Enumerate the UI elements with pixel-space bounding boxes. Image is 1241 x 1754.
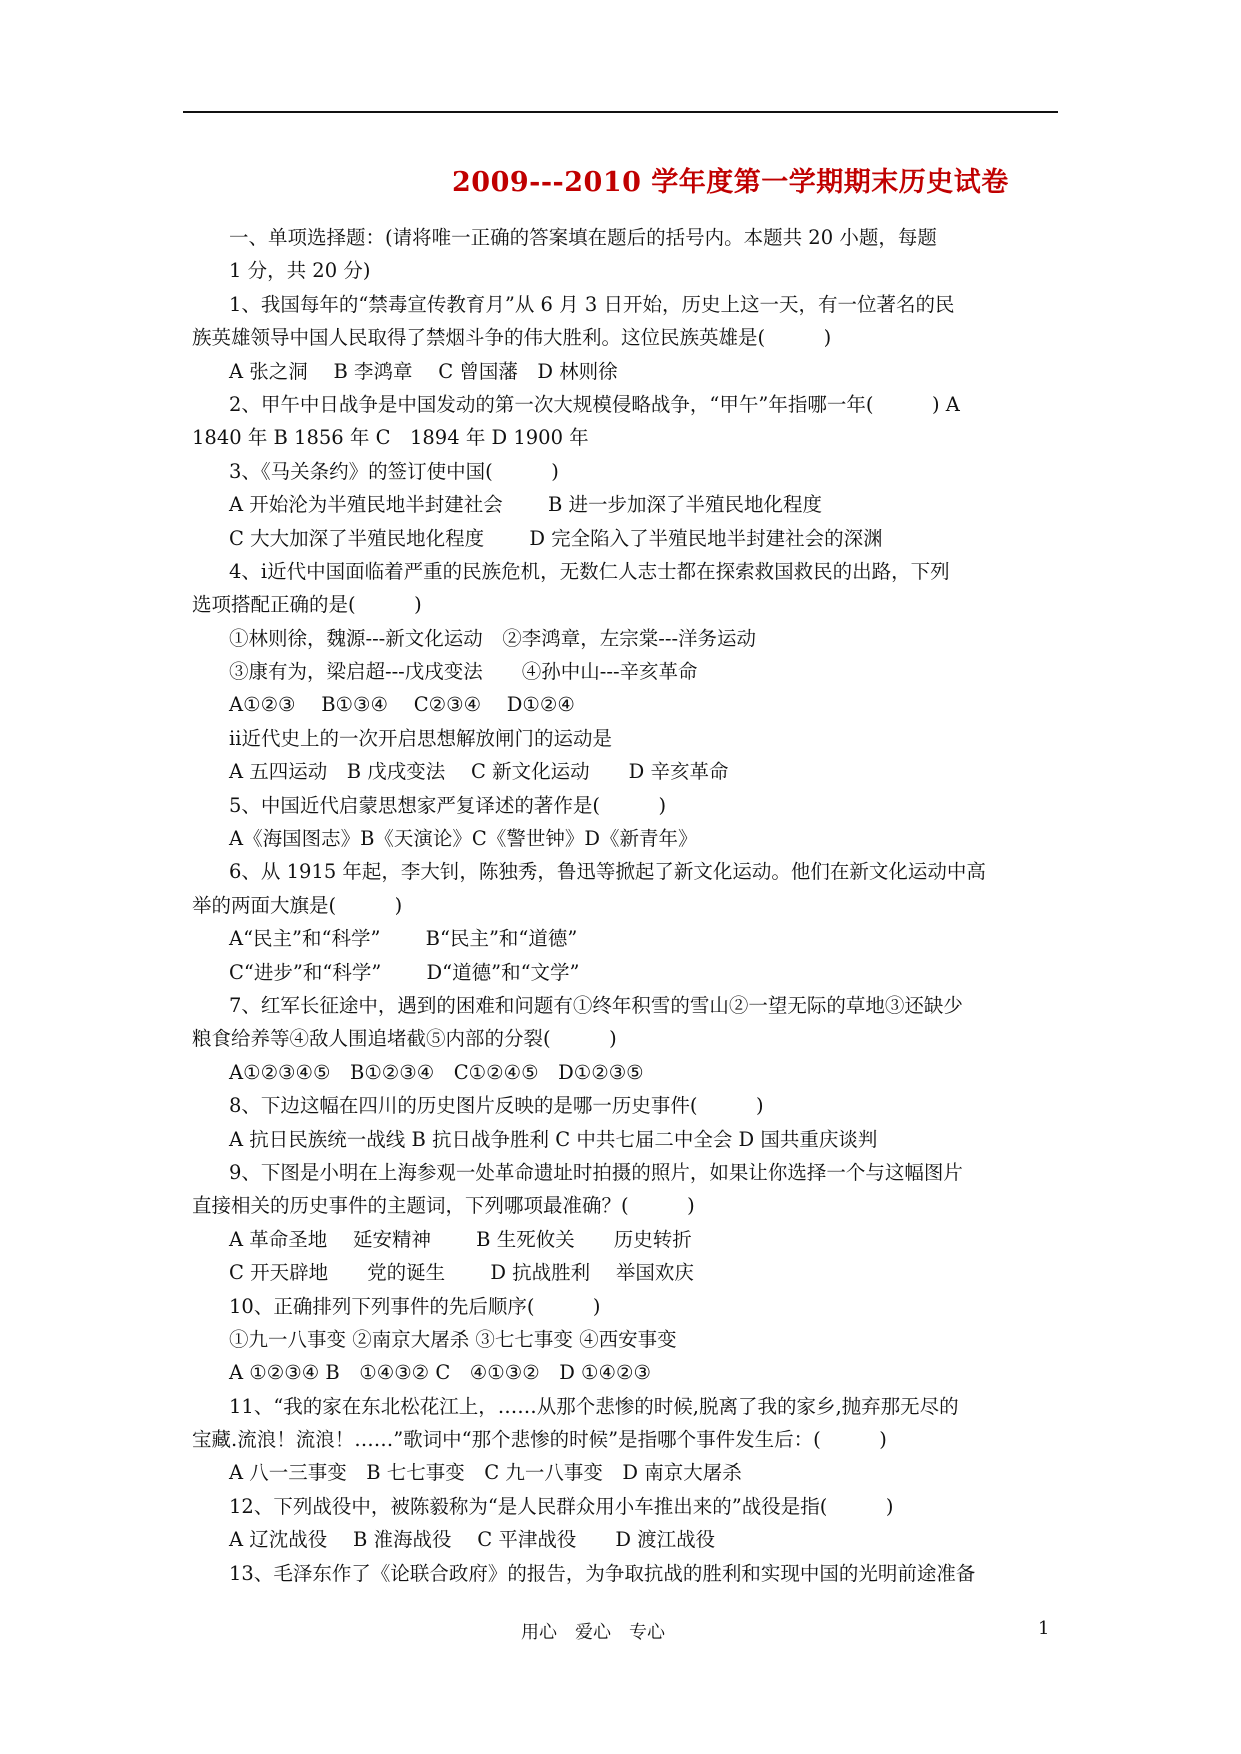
text-line: 宝藏.流浪！流浪！……”歌词中“那个悲惨的时候”是指哪个事件发生后：( ) (192, 1428, 887, 1452)
document-body (192, 221, 1058, 1590)
text-line: 5、中国近代启蒙思想家严复译述的著作是( ) (229, 793, 667, 817)
text-line: 4、ⅰ近代中国面临着严重的民族危机，无数仁人志士都在探索救国救民的出路，下列 (229, 559, 950, 583)
text-line: A 张之洞 B 李鸿章 C 曾国藩 D 林则徐 (229, 359, 618, 383)
text-line: A《海国图志》B《天演论》C《警世钟》D《新青年》 (229, 827, 698, 851)
page-number: 1 (1038, 1618, 1050, 1639)
text-line: A①②③ B①③④ C②③④ D①②④ (229, 693, 575, 717)
text-line: C 大大加深了半殖民地化程度 D 完全陷入了半殖民地半封建社会的深渊 (229, 526, 883, 550)
text-line: 1、我国每年的“禁毒宣传教育月”从 6 月 3 日开始，历史上这一天，有一位著名的民 (229, 292, 955, 316)
text-line: A 辽沈战役 B 淮海战役 C 平津战役 D 渡江战役 (229, 1528, 716, 1552)
text-line: ⅱ近代史上的一次开启思想解放闸门的运动是 (229, 726, 612, 750)
page-title: 2009---2010 学年度第一学期期末历史试卷 (452, 167, 1009, 198)
text-line: A 开始沦为半殖民地半封建社会 B 进一步加深了半殖民地化程度 (229, 493, 823, 517)
text-line: 9、下图是小明在上海参观一处革命遗址时拍摄的照片，如果让你选择一个与这幅图片 (229, 1160, 963, 1184)
text-line: 粮食给养等④敌人围追堵截⑤内部的分裂( ) (192, 1027, 617, 1051)
text-line: 7、红军长征途中，遇到的困难和问题有①终年积雪的雪山②一望无际的草地③还缺少 (229, 993, 963, 1017)
text-line: 直接相关的历史事件的主题词，下列哪项最准确？( ) (192, 1194, 695, 1218)
text-line: ③康有为，梁启超---戊戌变法 ④孙中山---辛亥革命 (229, 660, 698, 684)
text-line: 选项搭配正确的是( ) (192, 593, 422, 617)
text-line: A ①②③④ B ①④③② C ④①③② D ①④②③ (229, 1361, 651, 1385)
text-line: 3、《马关条约》的签订使中国( ) (229, 459, 559, 483)
text-line: 11、“我的家在东北松花江上，……从那个悲惨的时候,脱离了我的家乡,抛弃那无尽的 (229, 1394, 959, 1418)
text-line: ①林则徐，魏源---新文化运动 ②李鸿章，左宗棠---洋务运动 (229, 626, 757, 650)
text-line: 1840 年 B 1856 年 C 1894 年 D 1900 年 (192, 426, 589, 450)
text-line: 12、下列战役中，被陈毅称为“是人民群众用小车推出来的”战役是指( ) (229, 1494, 894, 1518)
text-line: 举的两面大旗是( ) (192, 893, 403, 917)
text-line: A 五四运动 B 戊戌变法 C 新文化运动 D 辛亥革命 (229, 760, 729, 784)
text-line: C“进步”和“科学” D“道德”和“文学” (229, 960, 580, 984)
text-line: A 抗日民族统一战线 B 抗日战争胜利 C 中共七届二中全会 D 国共重庆谈判 (229, 1127, 878, 1151)
text-line: A 革命圣地 延安精神 B 生死攸关 历史转折 (229, 1227, 692, 1251)
text-line: 8、下边这幅在四川的历史图片反映的是哪一历史事件( ) (229, 1094, 764, 1118)
header-rule (183, 111, 1058, 113)
text-line: 13、毛泽东作了《论联合政府》的报告，为争取抗战的胜利和实现中国的光明前途准备 (229, 1561, 976, 1585)
text-line: 族英雄领导中国人民取得了禁烟斗争的伟大胜利。这位民族英雄是( ) (192, 326, 832, 350)
text-line: 一、单项选择题：(请将唯一正确的答案填在题后的括号内。本题共 20 小题，每题 (229, 226, 937, 249)
text-line: 10、正确排列下列事件的先后顺序( ) (229, 1294, 601, 1318)
text-line: 6、从 1915 年起，李大钊，陈独秀，鲁迅等掀起了新文化运动。他们在新文化运动中高 (229, 860, 986, 884)
text-line: ①九一八事变 ②南京大屠杀 ③七七事变 ④西安事变 (229, 1327, 677, 1351)
text-line: A①②③④⑤ B①②③④ C①②④⑤ D①②③⑤ (229, 1060, 644, 1084)
text-line: C 开天辟地 党的诞生 D 抗战胜利 举国欢庆 (229, 1261, 694, 1285)
text-line: 2、甲午中日战争是中国发动的第一次大规模侵略战争，“甲午”年指哪一年( ) A (229, 392, 960, 416)
text-line: A 八一三事变 B 七七事变 C 九一八事变 D 南京大屠杀 (229, 1461, 742, 1485)
text-line: A“民主”和“科学” B“民主”和“道德” (229, 927, 578, 951)
footer-text: 用心 爱心 专心 (521, 1622, 665, 1643)
text-line: 1 分，共 20 分) (229, 259, 371, 283)
